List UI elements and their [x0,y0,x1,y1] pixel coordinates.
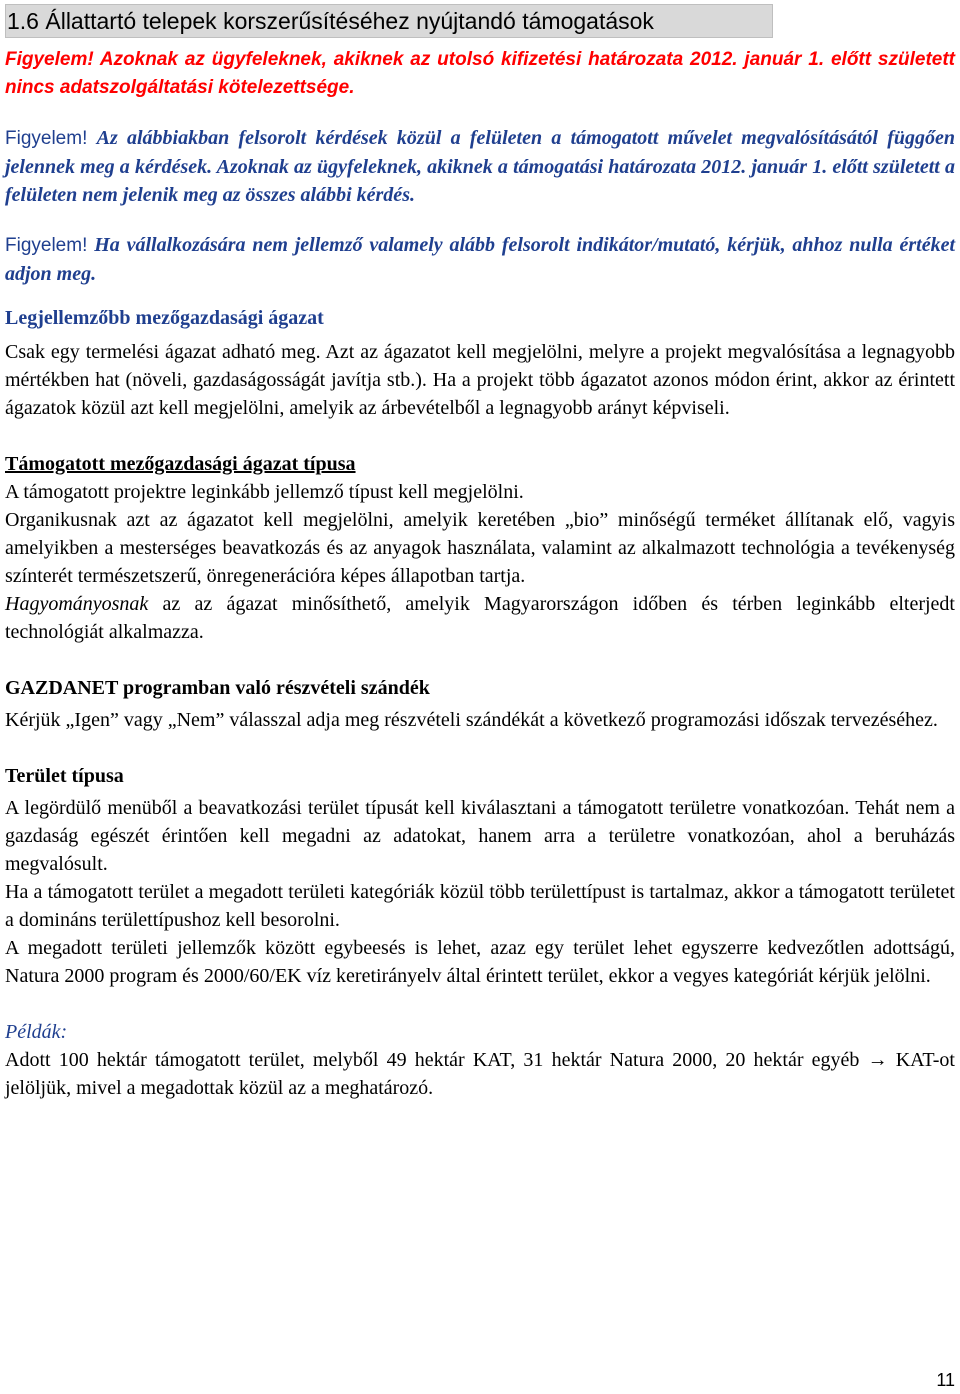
section-title-bar [5,4,773,38]
section-title: 1.6 Állattartó telepek korszerűsítéséhez nyújtandó támogatások [7,8,654,34]
text-peldak: Adott 100 hektár támogatott terület, melyből 49 hektár KAT, 31 hektár Natura 2000, 20 hektár egyéb → KAT-ot jelöljük, mivel a megadottak közül az a meghatározó. [5,1049,955,1099]
note-nulla-ertek [5,231,955,288]
note-label: Figyelem! [5,128,88,149]
heading-terulet-tipusa: Terület típusa [5,765,124,787]
heading-agazat-tipusa: Támogatott mezőgazdasági ágazat típusa [5,453,356,475]
note-body: Ha vállalkozására nem jellemző valamely alább felsorolt indikátor/mutató, kérjük, ahhoz nulla értéket adjon meg. [5,234,955,285]
term-hagyomanyos: Hagyományosnak [5,593,149,615]
document-page [5,0,955,1102]
note-kerdesek [5,124,955,209]
text-gazdanet: Kérjük „Igen” vagy „Nem” válasszal adja meg részvételi szándékát a következő programozási időszak tervezéséhez. [5,709,938,731]
page-number: 11 [936,1370,955,1390]
heading-agazat: Legjellemzőbb mezőgazdasági ágazat [5,307,324,329]
heading-gazdanet: GAZDANET programban való részvételi szándék [5,677,430,699]
text-hagyomanyos-rest: az az ágazat minősíthető, amelyik Magyarországon időben és térben leginkább elterjedt technológiát alkalmazza. [5,593,955,643]
warning-adatszolgaltatas: Figyelem! Azoknak az ügyfeleknek, akiknek az utolsó kifizetési határozata 2012. január 1. előtt született nincs adatszolgáltatási kötelezettsége. [5,49,955,98]
text-terulet-2: Ha a támogatott terület a megadott területi kategóriák közül több területtípust is tartalmaz, akkor a támogatott területet a domináns területtípushoz kell besorolni. [5,881,955,931]
text-tipus-intro: A támogatott projektre leginkább jellemző típust kell megjelölni. [5,481,524,503]
text-terulet-3: A megadott területi jellemzők között egybeesés is lehet, azaz egy terület lehet egyszerre kedvezőtlen adottságú, Natura 2000 program és 2000/60/EK víz keretirányelv által érintett terület, ekkor a vegyes kategóriát kérjük jelölni. [5,937,955,987]
text-hagyomanyos [5,590,955,646]
heading-peldak: Példák: [5,1021,68,1043]
text-terulet-1: A legördülő menüből a beavatkozási terület típusát kell kiválasztani a támogatott területre vonatkozóan. Tehát nem a gazdaság egészét érintően kell megadni az adatokat, hanem arra a területre vonatkozóan, ahol a beruházás megvalósult. [5,797,955,875]
note-label: Figyelem! [5,235,88,256]
note-body: Az alábbiakban felsorolt kérdések közül a felületen a támogatott művelet megvalósításától függően jelennek meg a kérdések. Azoknak az ügyfeleknek, akiknek a támogatási határozata 2012. január 1. előtt született a felületen nem jelenik meg az összes alábbi kérdés. [5,127,955,206]
text-organikus: Organikusnak azt az ágazatot kell megjelölni, amelyik keretében „bio” minőségű terméket állítanak elő, vagyis amelyikben a mesterséges beavatkozás és az anyagok használata, valamint az alkalmazott technológia a tevékenység színterét természetszerű, önregenerációra képes állapotban tartja. [5,509,955,587]
text-agazat: Csak egy termelési ágazat adható meg. Azt az ágazatot kell megjelölni, melyre a projekt megvalósítása a legnagyobb mértékben hat (növeli, gazdaságosságát javítja stb.). Ha a projekt több ágazatot azonos módon érint, akkor az érintett ágazatok közül azt kell megjelölni, amelyik az árbevételből a legnagyobb arányt képviseli. [5,341,955,419]
